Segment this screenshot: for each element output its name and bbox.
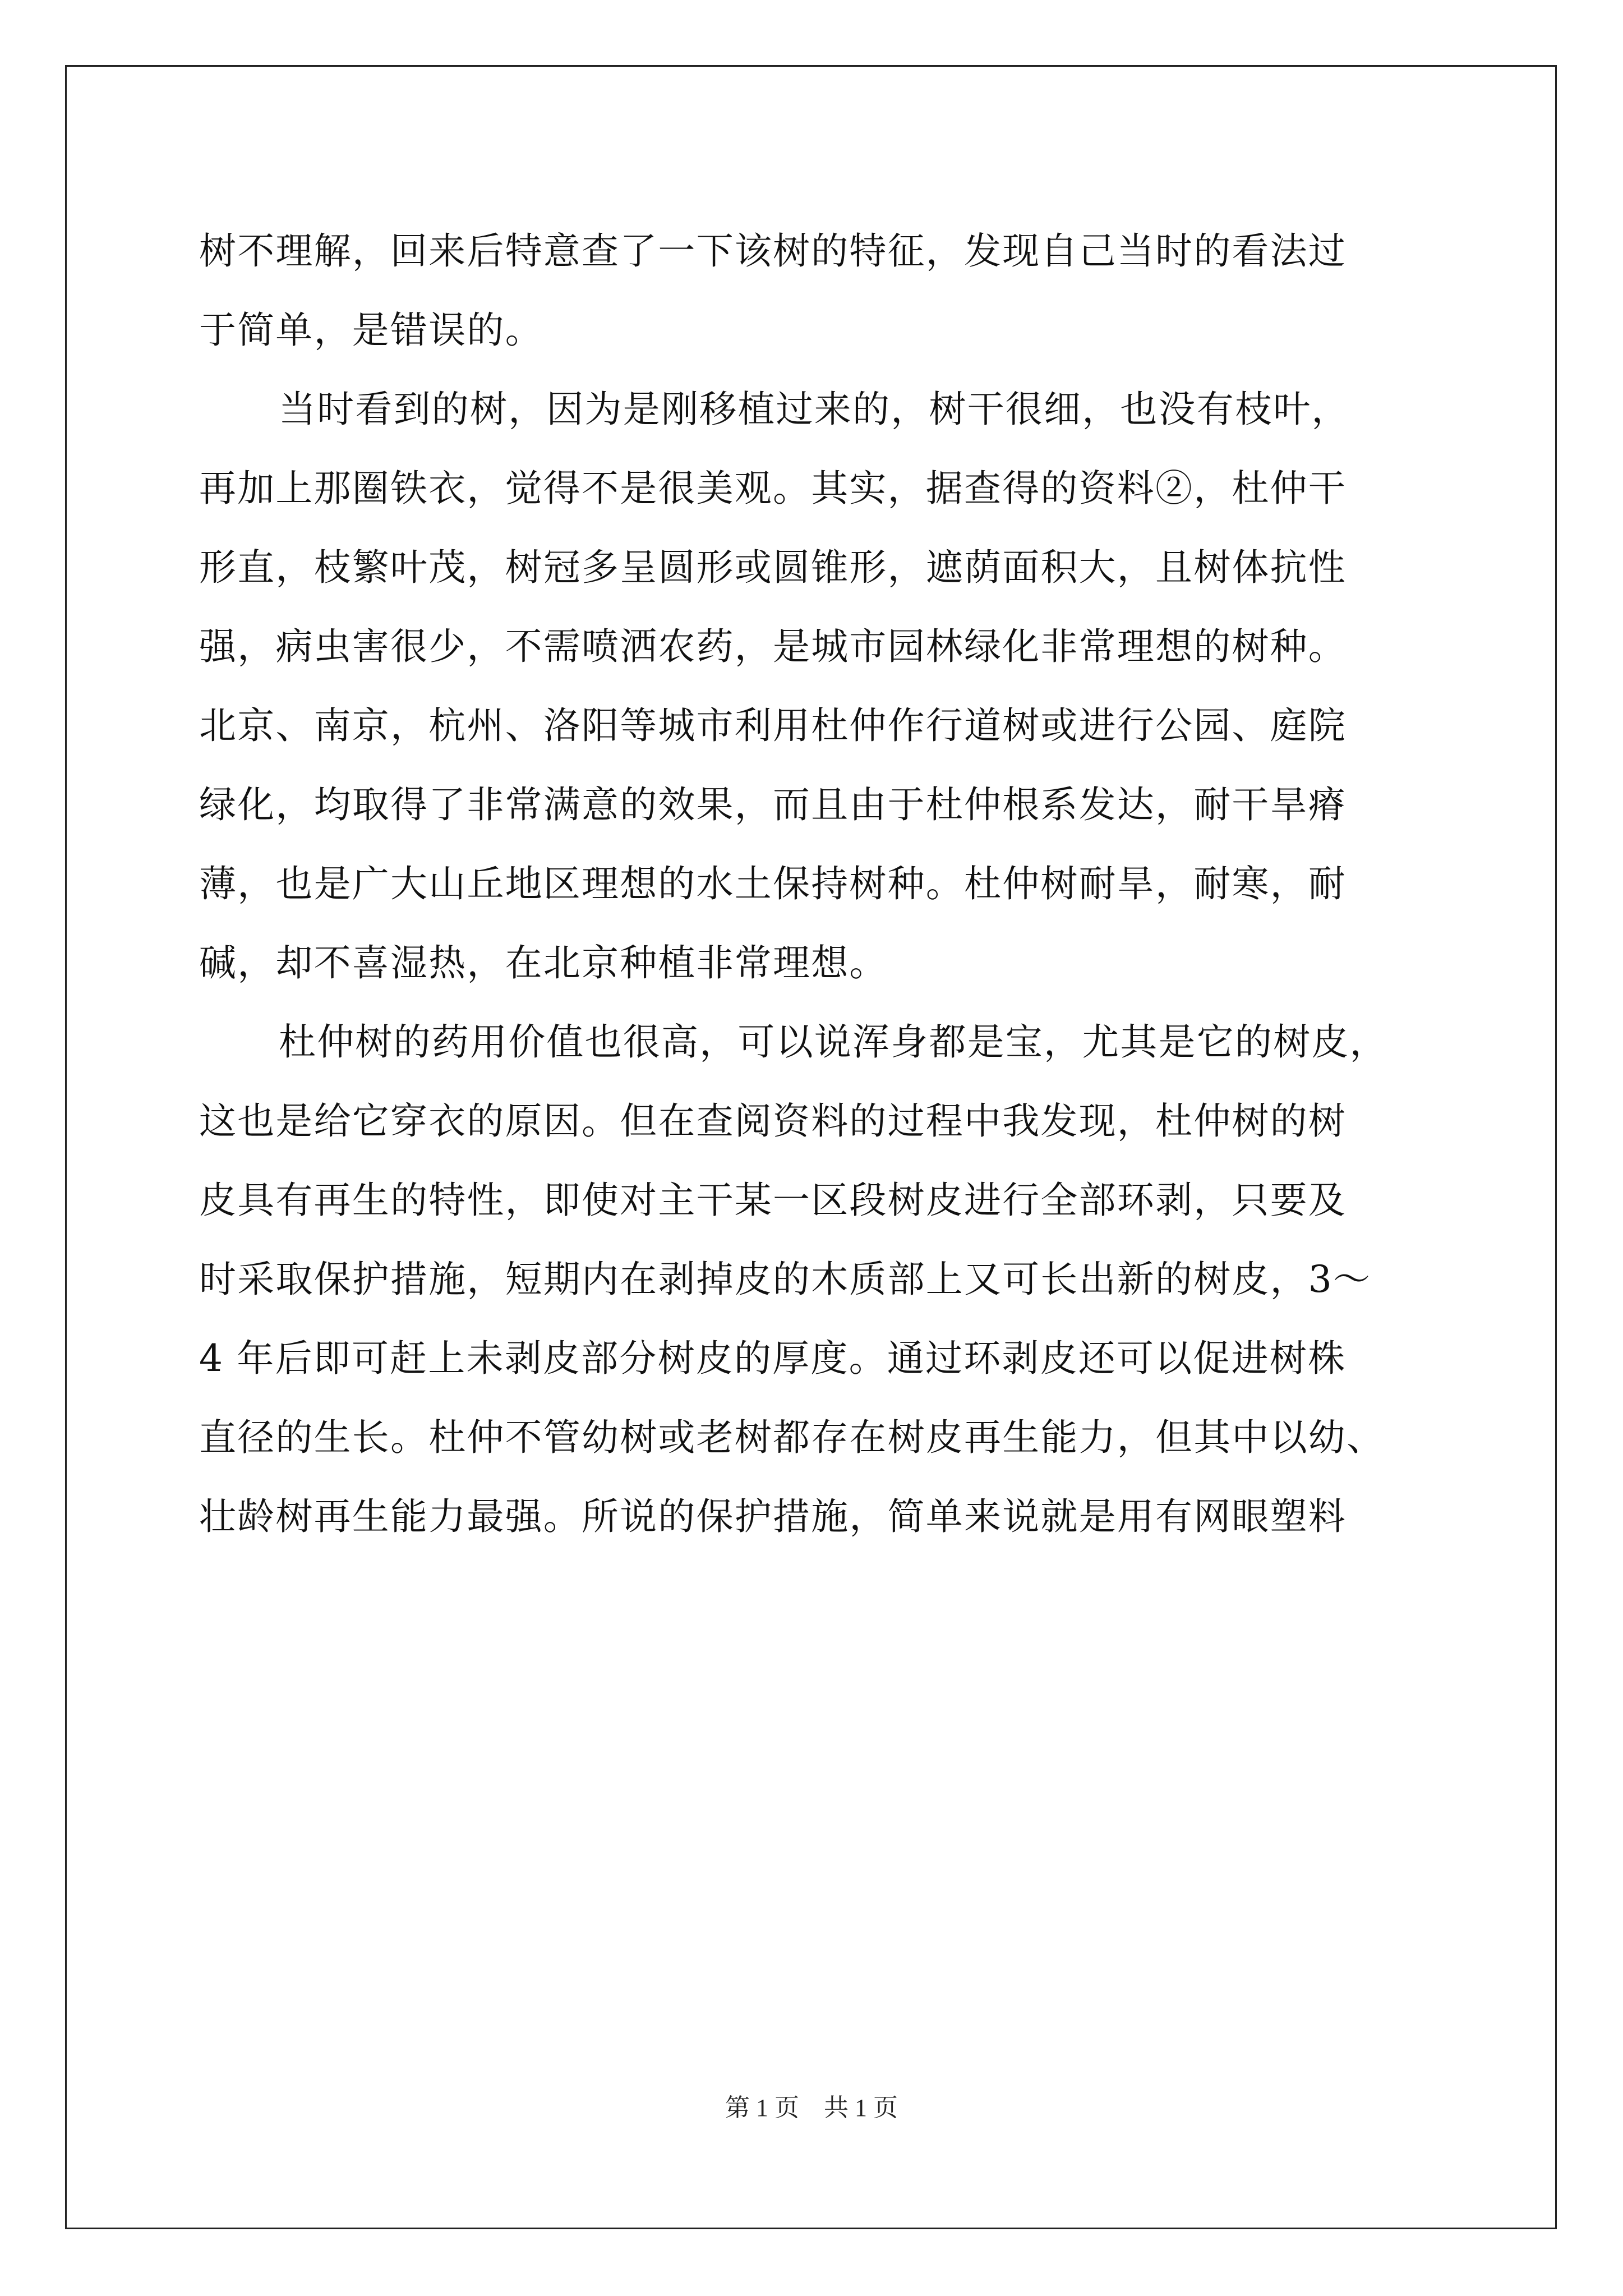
text-line: 直径的生长。杜仲不管幼树或老树都存在树皮再生能力，但其中以幼、 (199, 1416, 1385, 1459)
text-line: 树不理解，回来后特意查了一下该树的特征，发现自己当时的看法过 (199, 229, 1347, 273)
text-line: 北京、南京，杭州、洛阳等城市利用杜仲作行道树或进行公园、庭院 (199, 704, 1347, 747)
text-line: 这也是给它穿衣的原因。但在查阅资料的过程中我发现，杜仲树的树 (199, 1099, 1347, 1143)
text-line: 皮具有再生的特性，即使对主干某一区段树皮进行全部环剥，只要及 (199, 1179, 1347, 1222)
text-line: 当时看到的树，因为是刚移植过来的，树干很细，也没有枝叶， (279, 388, 1350, 431)
text-line: 于简单，是错误的。 (199, 309, 543, 352)
text-line: 碱，却不喜湿热，在北京种植非常理想。 (199, 941, 888, 984)
text-line: 薄，也是广大山丘地区理想的水土保持树种。杜仲树耐旱，耐寒，耐 (199, 862, 1347, 905)
page-footer: 第 1 页 共 1 页 (725, 2094, 898, 2122)
text-line: 时采取保护措施，短期内在剥掉皮的木质部上又可长出新的树皮，3～ (199, 1258, 1372, 1301)
text-line: 强，病虫害很少，不需喷洒农药，是城市园林绿化非常理想的树种。 (199, 625, 1347, 668)
text-line: 杜仲树的药用价值也很高，可以说浑身都是宝，尤其是它的树皮， (279, 1020, 1388, 1064)
text-line: 4 年后即可赶上未剥皮部分树皮的厚度。通过环剥皮还可以促进树株 (199, 1337, 1347, 1380)
text-line: 形直，枝繁叶茂，树冠多呈圆形或圆锥形，遮荫面积大，且树体抗性 (199, 546, 1347, 589)
text-line: 再加上那圈铁衣，觉得不是很美观。其实，据查得的资料②，杜仲干 (199, 467, 1347, 510)
text-line: 绿化，均取得了非常满意的效果，而且由于杜仲根系发达，耐干旱瘠 (199, 783, 1347, 826)
text-line: 壮龄树再生能力最强。所说的保护措施，简单来说就是用有网眼塑料 (199, 1495, 1347, 1538)
